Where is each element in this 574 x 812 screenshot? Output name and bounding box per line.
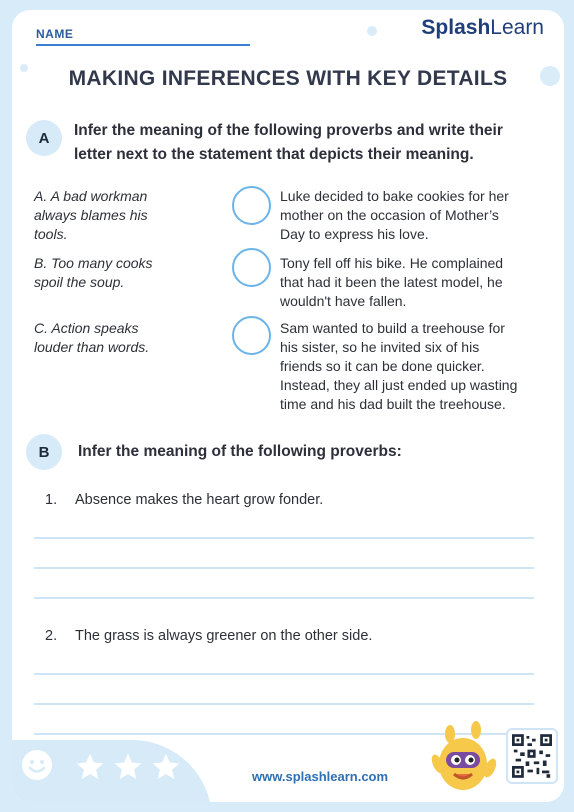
statement-line: that had it been the latest model, he bbox=[280, 274, 503, 290]
answer-line[interactable] bbox=[34, 597, 534, 599]
statement-line: Sam wanted to build a treehouse for bbox=[280, 320, 505, 336]
proverb-line: B. Too many cooks bbox=[34, 255, 153, 271]
star-icon bbox=[150, 751, 182, 783]
proverb-c bbox=[34, 319, 184, 357]
answer-circle-3[interactable] bbox=[232, 316, 271, 355]
statement-line: wouldn't have fallen. bbox=[280, 293, 407, 309]
section-a-badge: A bbox=[26, 120, 62, 156]
name-line[interactable] bbox=[36, 44, 250, 46]
section-b-instruction: Infer the meaning of the following proverbs: bbox=[78, 443, 402, 460]
proverb-line: always blames his bbox=[34, 207, 148, 223]
statement-line: Day to express his love. bbox=[280, 226, 429, 242]
proverb-b bbox=[34, 254, 184, 292]
mascot-icon bbox=[430, 718, 510, 792]
statement-line: his sister, so he invited six of his bbox=[280, 339, 480, 355]
section-a-instruction-line: Infer the meaning of the following proverbs and write their bbox=[74, 122, 503, 139]
page-title: MAKING INFERENCES WITH KEY DETAILS bbox=[68, 67, 508, 90]
answer-circle-1[interactable] bbox=[232, 186, 271, 225]
statement-line: time and his dad built the treehouse. bbox=[280, 396, 506, 412]
statement-3 bbox=[280, 319, 548, 414]
question-number: 1. bbox=[45, 492, 58, 508]
proverb-a bbox=[34, 187, 184, 244]
answer-line[interactable] bbox=[34, 703, 534, 705]
question-1 bbox=[45, 492, 323, 508]
star-icon bbox=[112, 751, 144, 783]
statement-line: friends so it can be done quicker. bbox=[280, 358, 485, 374]
proverb-line: louder than words. bbox=[34, 339, 150, 355]
footer-url[interactable]: www.splashlearn.com bbox=[252, 769, 389, 784]
logo-bold-text: Splash bbox=[421, 16, 491, 39]
section-a-instruction-line: letter next to the statement that depicts their meaning. bbox=[74, 146, 474, 163]
statement-line: Luke decided to bake cookies for her bbox=[280, 188, 509, 204]
answer-line[interactable] bbox=[34, 567, 534, 569]
proverb-line: tools. bbox=[34, 226, 68, 242]
decor-bubble bbox=[367, 26, 377, 36]
question-2 bbox=[45, 628, 372, 644]
proverb-line: A. A bad workman bbox=[34, 188, 148, 204]
statement-2 bbox=[280, 254, 548, 311]
section-a-instruction bbox=[74, 119, 503, 167]
answer-circle-2[interactable] bbox=[232, 248, 271, 287]
answer-line[interactable] bbox=[34, 537, 534, 539]
logo-light-text: Learn bbox=[490, 16, 544, 39]
statement-line: Tony fell off his bike. He complained bbox=[280, 255, 504, 271]
statement-line: Instead, they all just ended up wasting bbox=[280, 377, 518, 393]
splashlearn-logo bbox=[421, 16, 544, 40]
proverb-line: spoil the soup. bbox=[34, 274, 125, 290]
section-b-badge: B bbox=[26, 434, 62, 470]
name-label: NAME bbox=[36, 27, 74, 41]
question-text: Absence makes the heart grow fonder. bbox=[75, 492, 324, 508]
proverb-line: C. Action speaks bbox=[34, 320, 139, 336]
smiley-icon bbox=[20, 748, 54, 782]
worksheet bbox=[12, 10, 564, 802]
qr-code-icon[interactable] bbox=[506, 728, 558, 784]
answer-line[interactable] bbox=[34, 673, 534, 675]
question-text: The grass is always greener on the other side. bbox=[75, 628, 373, 644]
star-icon bbox=[74, 751, 106, 783]
question-number: 2. bbox=[45, 628, 58, 644]
statement-line: mother on the occasion of Mother’s bbox=[280, 207, 499, 223]
statement-1 bbox=[280, 187, 548, 244]
